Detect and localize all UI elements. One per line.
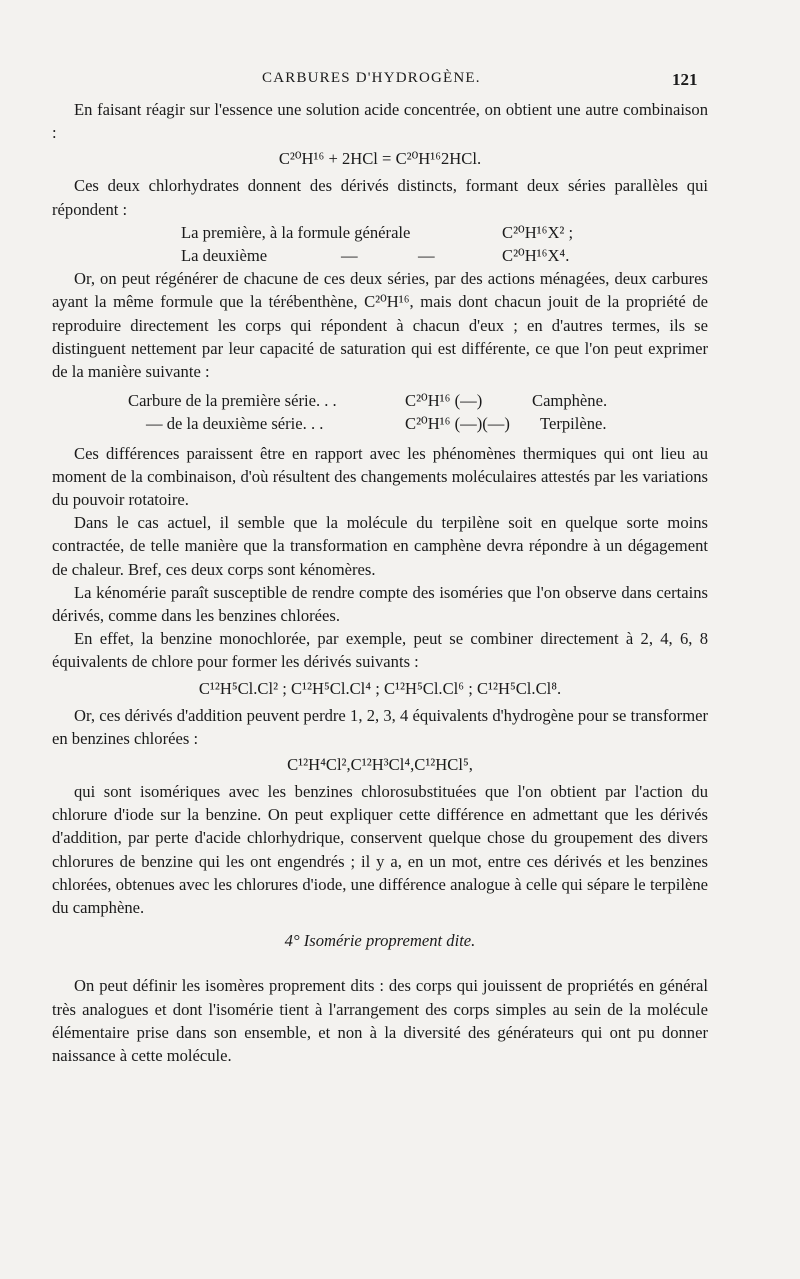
paragraph: Ces deux chlorhydrates donnent des dérivés distincts, formant deux séries parallèles qui répondent : — [52, 176, 708, 219]
paragraph: Or, on peut régénérer de chacune de ces deux séries, par des actions ménagées, deux carbures ayant la même formule que la térébenthène, C²⁰H¹⁶, mais dont chacun jouit de la propriété de reproduire directement les corps qui répondent à chacun d'eux ; en d'autres termes, ils se distinguent nettement par leur capacité de saturation qui est différente, ce que l'on peut exprimer de la manière suivante : — [52, 269, 708, 381]
carbure-name: Terpilène. — [540, 414, 607, 434]
running-title: CARBURES D'HYDROGÈNE. — [262, 70, 481, 86]
paragraph: La kénomérie paraît susceptible de rendre compte des isoméries que l'on observe dans certains dérivés, comme dans les benzines chlorées. — [52, 582, 708, 625]
paragraph: qui sont isomériques avec les benzines chlorosubstituées que l'on obtient par l'action du chlorure d'iode sur la benzine. On peut expliquer cette différence en admettant que les dérivés d'addition, par perte d'acide chlorhydrique, conservent quelque chose du groupement des divers chlorures de benzine qui les ont engendrés ; il y a, en un mot, entre ces dérivés et les benzines chlorées, obtenues avec les chlorures d'iode, une différence analogue à celle qui sépare le terpilène du camphène. — [52, 782, 708, 918]
paragraph: Ces différences paraissent être en rapport avec les phénomènes thermiques qui ont lieu au moment de la combinaison, d'où résultent des changements moléculaires attestés par les variations du pouvoir rotatoire. — [52, 443, 708, 509]
series-formula: C²⁰H¹⁶X² ; — [502, 222, 574, 242]
series-row-first — [52, 221, 708, 244]
ditto-dash: — — [418, 246, 435, 265]
page-header — [0, 70, 800, 94]
carbure-row-first — [52, 389, 708, 412]
series-formula: C²⁰H¹⁶X⁴. — [502, 246, 570, 265]
carbure-row-second — [52, 412, 708, 435]
paragraph: On peut définir les isomères proprement dits : des corps qui jouissent de propriétés en général très analogues et dont l'isomérie tient à l'arrangement des corps simples au sein de la molécule élémentaire prise dans son ensemble, et non à la diversité des générateurs qui ont pu donner naissance à cette molécule. — [52, 976, 708, 1066]
equation: C²⁰H¹⁶ + 2HCl = C²⁰H¹⁶2HCl. — [278, 149, 482, 169]
equation: C¹²H⁵Cl.Cl² ; C¹²H⁵Cl.Cl⁴ ; C¹²H⁵Cl.Cl⁶ ; C¹²H⁵Cl.Cl⁸. — [198, 678, 562, 698]
paragraph: Dans le cas actuel, il semble que la molécule du terpilène soit en quelque sorte moins contractée, de telle manière que la transformation en camphène devra répondre à un dégagement de chaleur. Bref, ces deux corps sont kénomères. — [52, 513, 708, 579]
carbure-formula: C²⁰H¹⁶ (—) — [405, 391, 483, 411]
paragraph: En faisant réagir sur l'essence une solution acide concentrée, on obtient une autre combinaison : — [52, 100, 708, 143]
carbure-formula: C²⁰H¹⁶ (—)(—) — [405, 414, 510, 434]
ditto-dash: — — [341, 246, 358, 265]
series-label: La deuxième — [181, 246, 268, 265]
section-heading: 4° Isomérie proprement dite. — [284, 931, 476, 951]
page-number: 121 — [672, 70, 698, 89]
page-body — [52, 98, 708, 1067]
paragraph: Or, ces dérivés d'addition peuvent perdre 1, 2, 3, 4 équivalents d'hydrogène pour se transformer en benzines chlorées : — [52, 705, 708, 748]
carbure-label: Carbure de la première série. . . — [128, 391, 337, 411]
series-label: La première, à la formule générale — [181, 222, 411, 242]
equation: C¹²H⁴Cl²,C¹²H³Cl⁴,C¹²HCl⁵, — [287, 755, 473, 775]
paragraph: En effet, la benzine monochlorée, par exemple, peut se combiner directement à 2, 4, 6, 8 équivalents de chlore pour former les dérivés suivants : — [52, 629, 708, 672]
series-row-second — [52, 244, 708, 267]
carbure-name: Camphène. — [532, 391, 608, 411]
carbure-label: — de la deuxième série. . . — [146, 414, 324, 434]
